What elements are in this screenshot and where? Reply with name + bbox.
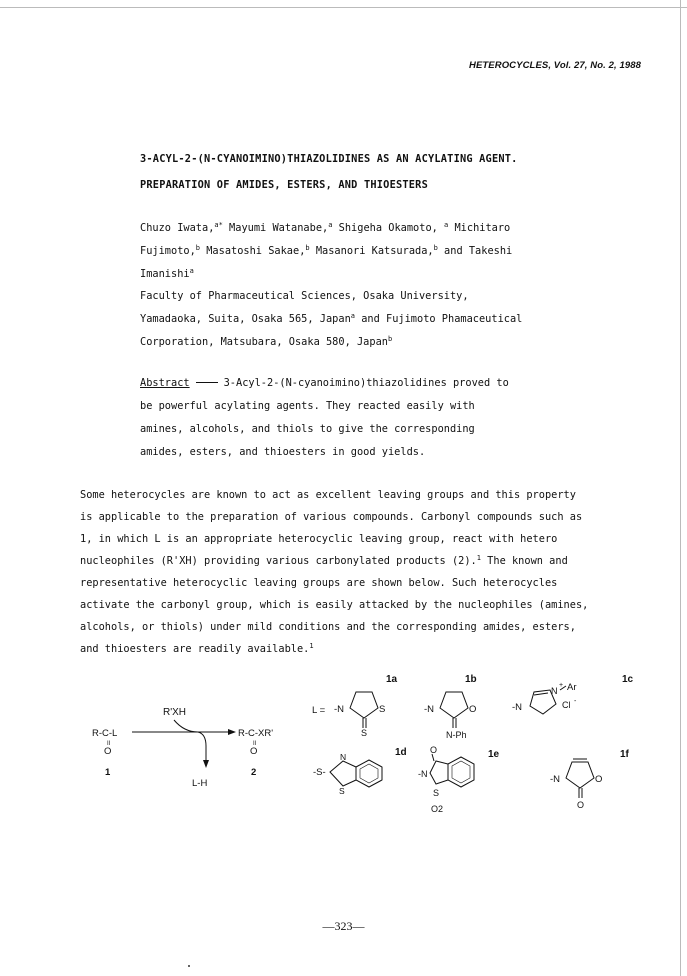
reagent-label: R'XH (163, 707, 187, 718)
structure-1b (424, 674, 477, 740)
structure-1f (550, 749, 630, 810)
nitrogen-atom: -N (512, 702, 523, 713)
author-name: Masanori Katsurada, (309, 245, 434, 257)
carbonyl-oxygen: O (104, 746, 112, 757)
arrowhead (228, 729, 236, 735)
product-formula: R-C-XR' (238, 728, 274, 739)
reagent-curve (174, 720, 198, 732)
affiliation-line-2 (140, 313, 522, 325)
label-1e: 1e (488, 749, 500, 760)
label-1a: 1a (386, 674, 398, 685)
charge-plus: + (559, 682, 564, 689)
body-text: nucleophiles (R'XH) providing various carbonylated products (2). (80, 555, 477, 567)
abstract-line-3: amines, alcohols, and thiols to give the corresponding (140, 423, 475, 435)
nitrogen-atom: -N (424, 704, 435, 715)
structure-1e (418, 745, 500, 814)
abstract-line-4: amides, esters, and thioesters in good yields. (140, 446, 426, 458)
author-name: Mayumi Watanabe, (222, 222, 329, 234)
body-text: The known and (480, 555, 568, 567)
author-affiliation-mark: b (305, 244, 310, 252)
label-1b: 1b (465, 674, 477, 685)
affiliation-mark: a (350, 312, 355, 320)
body-text: and thioesters are readily available. (80, 643, 310, 655)
stray-mark (188, 965, 190, 967)
abstract-dash (196, 382, 218, 383)
body-line-6: activate the carbonyl group, which is easily attacked by the nucleophiles (amines, (80, 599, 589, 611)
article-title-line-2: PREPARATION OF AMIDES, ESTERS, AND THIOESTERS (140, 179, 428, 191)
oxygen-atom: O (430, 745, 438, 755)
author-name: Masatoshi Sakae, (200, 245, 306, 257)
body-line-5: representative heterocyclic leaving groups are shown below. Such heterocycles (80, 577, 558, 589)
aryl-group: Ar (567, 682, 577, 693)
sulfur-atom: S (433, 788, 440, 798)
leaving-group-equals: L = (312, 705, 326, 716)
chloride-counterion: Cl (562, 700, 571, 710)
body-line-1: Some heterocycles are known to act as excellent leaving groups and this property (80, 489, 576, 501)
nitrogen-atom: -N (550, 774, 561, 785)
body-line-8 (80, 643, 314, 655)
carbonyl-oxygen: O (577, 800, 585, 810)
author-name: Imanishi (140, 268, 190, 280)
sulfur-atom: S (339, 786, 345, 796)
reactant-formula: R-C-L (92, 728, 118, 739)
nitrogen-atom: -N (334, 704, 345, 715)
authors-line-2 (140, 245, 512, 257)
sulfur-atom: S (379, 704, 386, 715)
author-name: Michitaro (448, 222, 511, 234)
abstract-text: 3-Acyl-2-(N-cyanoimino)thiazolidines proved to (223, 377, 509, 389)
arrowhead (203, 760, 209, 768)
affiliation-text: Yamadaoka, Suita, Osaka 565, Japan (140, 313, 351, 325)
page-number: —323— (322, 919, 365, 933)
abstract-line-2: be powerful acylating agents. They reacted easily with (140, 400, 475, 412)
body-line-2: is applicable to the preparation of various compounds. Carbonyl compounds such as (80, 511, 583, 523)
sulfonyl-oxygens: O2 (431, 804, 444, 814)
byproduct-arrow (198, 732, 206, 762)
label-1f: 1f (620, 749, 629, 760)
authors-line-1 (140, 222, 510, 234)
body-line-3: 1, in which L is an appropriate heterocyclic leaving group, react with hetero (80, 533, 558, 545)
double-bond-mark: II (107, 741, 111, 747)
author-affiliation-mark: a (328, 221, 333, 229)
author-affiliation-mark: a (189, 267, 194, 275)
citation-mark: 1 (476, 554, 481, 562)
author-affiliation-mark: b (433, 244, 438, 252)
affiliation-line-1: Faculty of Pharmaceutical Sciences, Osaka University, (140, 290, 469, 302)
compound-number-1: 1 (105, 767, 111, 778)
authors-line-3 (140, 268, 194, 280)
body-line-4 (80, 555, 568, 567)
affiliation-text: Corporation, Matsubara, Osaka 580, Japan (140, 336, 388, 348)
sulfur-atom: S (361, 728, 368, 738)
body-line-7: alcohols, or thiols) under mild conditions and the corresponding amides, esters, (80, 621, 576, 633)
abstract-label: Abstract (140, 377, 190, 389)
byproduct-label: L-H (192, 778, 208, 789)
label-1c: 1c (622, 674, 634, 685)
abstract-line-1 (140, 377, 509, 389)
structure-1c (512, 674, 634, 714)
affiliation-line-3 (140, 336, 392, 348)
author-name: and Takeshi (437, 245, 513, 257)
label-1d: 1d (395, 747, 407, 758)
compound-number-2: 2 (251, 767, 257, 778)
nitrogen-atom: -N (418, 769, 428, 779)
citation-mark: 1 (309, 642, 314, 650)
oxygen-atom: O (595, 774, 603, 785)
structure-1d (313, 747, 407, 796)
charge-minus: - (574, 698, 577, 705)
page-border-top (0, 7, 687, 8)
carbonyl-oxygen: O (250, 746, 258, 757)
author-affiliation-mark: a* (214, 221, 223, 229)
journal-header: HETEROCYCLES, Vol. 27, No. 2, 1988 (469, 60, 641, 71)
thio-linker: -S- (313, 767, 326, 778)
article-title-line-1: 3-ACYL-2-(N-CYANOIMINO)THIAZOLIDINES AS AN ACYLATING AGENT. (140, 153, 518, 165)
reaction-scheme (0, 660, 687, 830)
author-name: Shigeha Okamoto, (332, 222, 438, 234)
oxygen-atom: O (469, 704, 477, 715)
nitrogen-atom: N (340, 752, 347, 762)
n-phenyl-label: N-Ph (446, 730, 467, 740)
author-name: Chuzo Iwata, (140, 222, 215, 234)
affiliation-mark: b (387, 335, 393, 343)
author-affiliation-mark: a (444, 221, 449, 229)
nitrogen-atom: N (551, 686, 558, 696)
author-name: Fujimoto, (140, 245, 196, 257)
structure-1a (334, 674, 398, 738)
affiliation-text: and Fujimoto Phamaceutical (355, 313, 523, 325)
double-bond-mark: II (253, 741, 257, 747)
author-affiliation-mark: b (195, 244, 201, 252)
